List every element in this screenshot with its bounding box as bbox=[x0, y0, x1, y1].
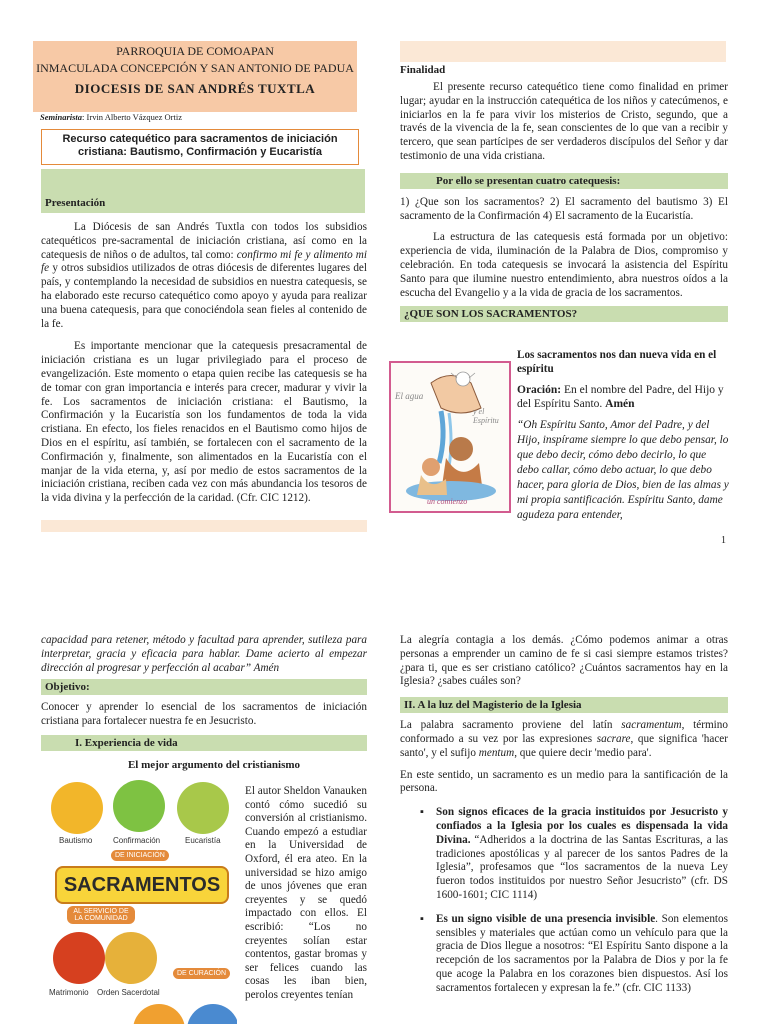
page-number: 1 bbox=[721, 535, 726, 546]
magisterio-bar bbox=[400, 697, 728, 713]
sentido-paragraph: En este sentido, un sacramento es un medio para la santificación de la persona. bbox=[400, 768, 728, 795]
matrimonio-label: Matrimonio bbox=[49, 988, 89, 997]
orden-icon bbox=[105, 932, 157, 984]
presentacion-heading: Presentación bbox=[45, 197, 106, 209]
title-box bbox=[41, 129, 359, 165]
sacramentos-title: SACRAMENTOS bbox=[63, 874, 221, 896]
experiencia-bar bbox=[41, 735, 367, 751]
confirmacion-label: Confirmación bbox=[113, 836, 161, 845]
eucaristia-icon bbox=[177, 782, 229, 834]
baptism-drawing bbox=[391, 363, 509, 511]
sacramentos-diagram bbox=[41, 778, 237, 1024]
eucaristia-label: Eucaristía bbox=[185, 836, 221, 845]
uncion-icon bbox=[187, 1004, 237, 1024]
matrimonio-icon bbox=[53, 932, 105, 984]
cuatro-catequesis-bar bbox=[400, 173, 728, 189]
bautismo-icon bbox=[51, 782, 103, 834]
que-son-bar bbox=[400, 306, 728, 322]
objetivo-paragraph: Conocer y aprender lo esencial de los sacramentos de iniciación cristiana para fortalecer nuestra fe en Jesucristo. bbox=[41, 701, 367, 728]
iniciacion-tag: DE INICIACIÓN bbox=[111, 850, 169, 861]
objetivo-bar bbox=[41, 679, 367, 695]
bautismo-label: Bautismo bbox=[59, 836, 93, 845]
seminarista-label: Seminarista bbox=[40, 112, 83, 122]
parish-name: PARROQUIA DE COMOAPAN bbox=[116, 44, 274, 58]
bullet-signo-visible: ▪ Es un signo visible de una presencia invisible. Son elementos sensibles y materiales que actúan como un vehículo para que la gracia de Dios llegue a nosotros: “El Espíritu Santo dispone a la recepción de los sacramentos por la Palabra de Dios y por la fe que acoge la Palabra en los corazones bien dispuestos. Así los sacramentos fortalecen y expresan la fe.” (cfr. CIC 1133) bbox=[400, 913, 728, 996]
left-column-page2 bbox=[41, 634, 367, 771]
experiencia-heading: I. Experiencia de vida bbox=[75, 736, 178, 749]
servicio-tag: AL SERVICIO DE LA COMUNIDAD bbox=[67, 906, 135, 924]
left-bottom-bar bbox=[41, 520, 367, 532]
cuatro-catequesis-heading: Por ello se presentan cuatro catequesis: bbox=[436, 174, 621, 187]
diocese-name: DIOCESIS DE SAN ANDRÉS TUXTLA bbox=[74, 81, 316, 96]
oracion-prayer: “Oh Espíritu Santo, Amor del Padre, y del Hijo, inspírame siempre lo que debo pensar, lo que debo decir, cómo debo decirlo, lo que debo callar, cómo debo actuar, lo que debo hacer, para gloria de Dios, bien de las almas y mi propia santificación. Espíritu Santo, dame agudeza para entender, bbox=[517, 418, 729, 521]
bullet-signos-eficaces: ▪ Son signos eficaces de la gracia instituidos por Jesucristo y confiados a la Iglesia por los cuales es dispensada la vida Divina. “Adheridos a la doctrina de las Santas Escrituras, a las tradiciones apostólicas y al parecer de los santos Padres de la Iglesia”, profesamos que “los sacramentos de la nueva Ley fueron todos instituidos por nuestro Señor Jesucristo” (cfr. DS 1600-1601; CIC 1114) bbox=[400, 806, 728, 903]
objetivo-heading: Objetivo: bbox=[45, 681, 90, 694]
finalidad-heading: Finalidad bbox=[400, 64, 446, 76]
image-caption-espiritu: y el Espíritu bbox=[473, 407, 499, 425]
nueva-vida-heading: Los sacramentos nos dan nueva vida en el espíritu bbox=[517, 349, 717, 375]
right-column-page2 bbox=[400, 634, 728, 996]
page-2 bbox=[0, 560, 768, 1024]
parish-patrons: INMACULADA CONCEPCIÓN Y SAN ANTONIO DE PADUA bbox=[36, 61, 354, 75]
finalidad-paragraph: El presente recurso catequético tiene como finalidad en primer lugar; ayudar en la instrucción catequética de los niños y catecúmenos, e iniciarlos en la fe para vivir los misterios de Cristo, segundo, que a través de la vivencia de la fe, sean conscientes de lo que van a recibir y tercero, que sean partícipes de ser verdaderos discípulos del Señor y dar testimonio de una vida cristiana. bbox=[400, 81, 728, 162]
right-top-bar bbox=[400, 41, 726, 62]
oracion-paragraph: Oración: En el nombre del Padre, del Hijo y del Espíritu Santo. Amén bbox=[517, 383, 724, 411]
que-son-heading: ¿QUE SON LOS SACRAMENTOS? bbox=[404, 308, 578, 321]
sacramento-bullets bbox=[400, 806, 728, 995]
seminarista-line bbox=[40, 112, 182, 122]
image-caption-comienzo: un comienzo bbox=[427, 497, 468, 506]
confirmacion-icon bbox=[113, 780, 165, 832]
palabra-paragraph: La palabra sacramento proviene del latín sacramentum, término conformado a su vez por las expresiones sacrare, que significa 'hacer santo', y el sufijo mentum, que quiere decir 'medio para'. bbox=[400, 719, 728, 759]
prayer-continuation: capacidad para retener, método y facultad para aprender, sutileza para interpretar, gracia y eficacia para hablar. Dame acierto al empezar dirección al progresar y perfección al acabar” Amén bbox=[41, 634, 367, 674]
presentacion-paragraph-2: Es importante mencionar que la catequesis presacramental de iniciación cristiana es un lugar privilegiado para el proceso de evangelización. Este momento o etapa quien recibe las catequesis se ha de tomar con gran importancia e interés para crecer, madurar y vivir la fe. Los sacramentos de iniciación cristiana: el Bautismo, la Confirmación y la Eucaristía son los fundamentos de toda la vida cristiana. En efecto, los fieles renacidos en el Bautismo como hijos de Dios en el espíritu, así también, se fortalecen con el sacramento de la Confirmación y, finalmente, son alimentados en la Eucaristía con el manjar de la vida eterna, y, así por medio de estos sacramentos de la iniciación cristiana, reciben cada vez con más abundancia los tesoros de la vida divina y la perfección de la caridad. (Cfr. CIC 1212). bbox=[41, 340, 367, 505]
right-column-page1 bbox=[400, 64, 728, 322]
catequesis-list: 1) ¿Que son los sacramentos? 2) El sacramento del bautismo 3) El sacramento de la Confirmación 4) El sacramento de la Eucaristía. bbox=[400, 195, 728, 222]
oracion-column bbox=[517, 349, 729, 523]
document-title: Recurso catequético para sacramentos de iniciación cristiana: Bautismo, Confirmación y Eucaristía bbox=[62, 133, 338, 158]
presentacion-section bbox=[41, 221, 367, 506]
orden-label: Orden Sacerdotal bbox=[97, 988, 160, 997]
seminarista-name: : Irvin Alberto Vázquez Ortiz bbox=[82, 112, 182, 122]
argumento-paragraph: El autor Sheldon Vanauken contó cómo sucedió su conversión al cristianismo. Cuando empezó a estudiar en la Universidad de Oxford, él era ateo. En la universidad se hizo amigo de unos jóvenes que eran creyentes y se quedó impactado con ellos. El escribió: “Los no creyentes solían estar contentos, gastar bromas y ser felices cuando las cosas les iban bien, perolos creyentes tenían bbox=[245, 785, 367, 1001]
baptism-illustration bbox=[389, 361, 511, 513]
presentacion-bar bbox=[41, 169, 365, 213]
sacramentos-banner bbox=[55, 866, 229, 904]
reconciliacion-icon bbox=[133, 1004, 185, 1024]
argumento-heading: El mejor argumento del cristianismo bbox=[127, 758, 301, 771]
magisterio-heading: II. A la luz del Magisterio de la Iglesia bbox=[404, 699, 582, 712]
presentacion-paragraph-1: La Diócesis de san Andrés Tuxtla con todos los subsidios catequéticos pre-sacramental de iniciación cristiana, así como en la catequesis de niños o de adultos, tal como: confirmo mi fe y alimento mi fe y otros subsidios utilizados de otras diócesis de diferentes lugares del país, y contemplando la necesidad de subsidios en nuestra catequesis, se ha elaborado este recurso catequético como apoyo y ayuda para realizar una buena catequesis, para que conociéndola sean fieles al contenido de la fe. bbox=[41, 221, 367, 330]
alegria-paragraph: La alegría contagia a los demás. ¿Cómo podemos animar a otras personas a emprender un camino de fe si casi siempre estamos tristes? ¿para ti, que es ser cristiano católico? ¿Cuántos sacramentos hay en la Iglesia? ¿sabes cuáles son? bbox=[400, 634, 728, 688]
curacion-tag: DE CURACIÓN bbox=[173, 968, 230, 979]
image-caption-agua: El agua bbox=[395, 391, 424, 401]
estructura-paragraph: La estructura de las catequesis está formada por un objetivo: experiencia de vida, iluminación de la Palabra de Dios, compromiso y celebración. En toda catequesis se invocará la asistencia del Espíritu Santo para que ilumine nuestro entendimiento, abra nuestros oídos a la escucha del Evangelio y a la vida de gracia de los sacramentos. bbox=[400, 231, 728, 299]
parish-header bbox=[33, 41, 357, 112]
